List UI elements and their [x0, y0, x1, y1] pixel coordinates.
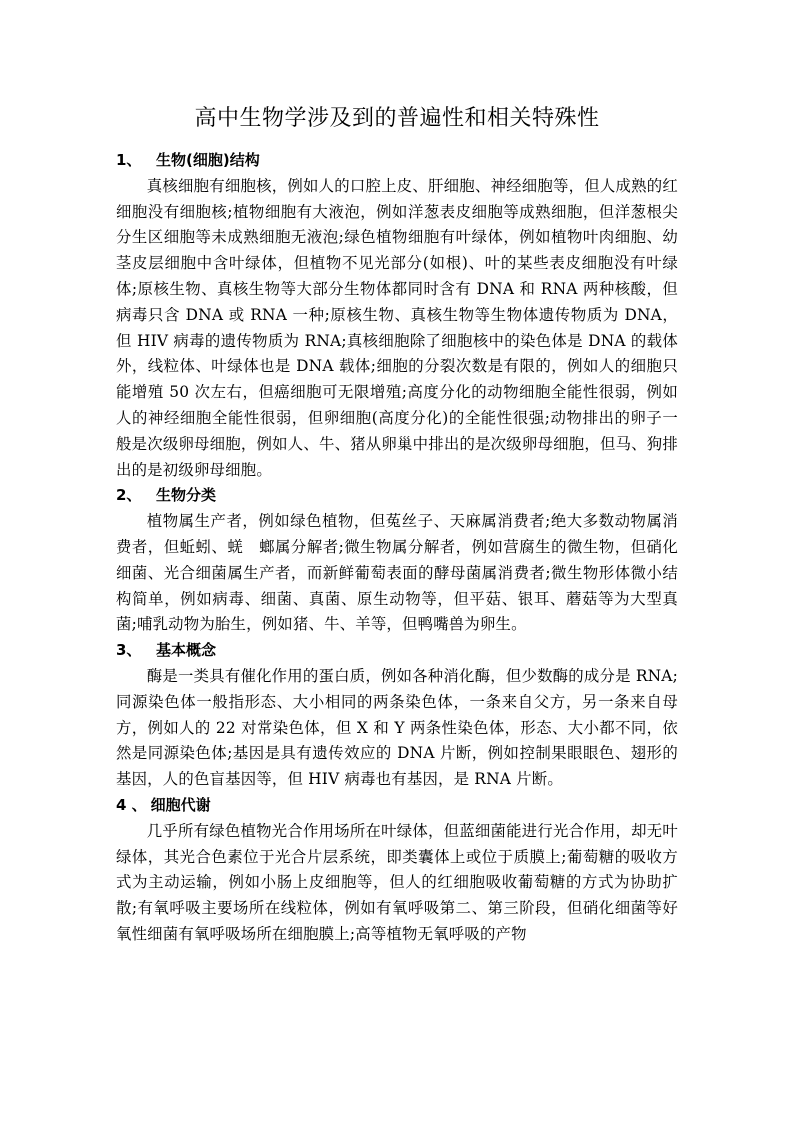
section-paragraph: 植物属生产者，例如绿色植物，但菟丝子、天麻属消费者;绝大多数动物属消费者，但蚯蚓、蜣 螂属分解者;微生物属分解者，例如营腐生的微生物，但硝化细菌、光合细菌属生产者，而新鲜葡萄表面的酵母菌属消费者;微生物形体微小结构简单，例如病毒、细菌、真菌、原生动物等，但平菇、银耳、蘑菇等为大型真菌;哺乳动物为胎生，例如猪、牛、羊等，但鸭嘴兽为卵生。: [116, 512, 678, 634]
section-metabolism: [116, 793, 678, 948]
section-concepts: [116, 638, 678, 793]
section-heading: [116, 638, 678, 664]
section-heading: [116, 148, 678, 174]
section-heading-text: 生物分类: [156, 486, 217, 505]
section-number: 3、: [116, 641, 142, 660]
section-number: 1、: [116, 151, 142, 169]
document-body: [116, 148, 678, 948]
section-number: 2、: [116, 486, 142, 505]
section-heading-text: 细胞代谢: [150, 795, 211, 814]
section-heading: [116, 483, 678, 509]
section-number: 4 、: [116, 795, 147, 814]
section-heading-text: 生物(细胞)结构: [156, 151, 260, 169]
section-structure: [116, 148, 678, 483]
section-paragraph: 几乎所有绿色植物光合作用场所在叶绿体，但蓝细菌能进行光合作用，却无叶绿体，其光合色素位于光合片层系统，即类囊体上或位于质膜上;葡萄糖的吸收方式为主动运输，例如小肠上皮细胞等，但人的红细胞吸收葡萄糖的方式为协助扩散;有氧呼吸主要场所在线粒体，例如有氧呼吸第二、第三阶段，但硝化细菌等好氧性细菌有氧呼吸场所在细胞膜上;高等植物无氧呼吸的产物: [116, 821, 678, 943]
section-heading: [116, 793, 678, 819]
section-paragraph: 酶是一类具有催化作用的蛋白质，例如各种消化酶，但少数酶的成分是 RNA;同源染色体一般指形态、大小相同的两条染色体，一条来自父方，另一条来自母方，例如人的 22 对常染色体，但 X 和 Y 两条性染色体，形态、大小都不同，依然是同源染色体;基因是具有遗传效应的 DNA 片断，例如控制果眼眼色、翅形的基因，人的色盲基因等，但 HIV 病毒也有基因，是 RNA 片断。: [116, 666, 678, 789]
page-title: 高中生物学涉及到的普遍性和相关特殊性: [194, 106, 600, 131]
section-heading-text: 基本概念: [156, 641, 217, 660]
section-classification: [116, 483, 678, 638]
section-paragraph: 真核细胞有细胞核，例如人的口腔上皮、肝细胞、神经细胞等，但人成熟的红细胞没有细胞核;植物细胞有大液泡，例如洋葱表皮细胞等成熟细胞，但洋葱根尖分生区细胞等未成熟细胞无液泡;绿色植物细胞有叶绿体，例如植物叶肉细胞、幼茎皮层细胞中含叶绿体，但植物不见光部分(如根)、叶的某些表皮细胞没有叶绿体;原核生物、真核生物等大部分生物体都同时含有 DNA 和 RNA 两种核酸，但病毒只含 DNA 或 RNA 一种;原核生物、真核生物等生物体遗传物质为 DNA，但 HIV 病毒的遗传物质为 RNA;真核细胞除了细胞核中的染色体是 DNA 的载体外，线粒体、叶绿体也是 DNA 载体;细胞的分裂次数是有限的，例如人的细胞只能增殖 50 次左右，但癌细胞可无限增殖;高度分化的动物细胞全能性很弱，例如人的神经细胞全能性很弱，但卵细胞(高度分化)的全能性很强;动物排出的卵子一般是次级卵母细胞，例如人、牛、猪从卵巢中排出的是次级卵母细胞，但马、狗排出的是初级卵母细胞。: [116, 176, 678, 479]
